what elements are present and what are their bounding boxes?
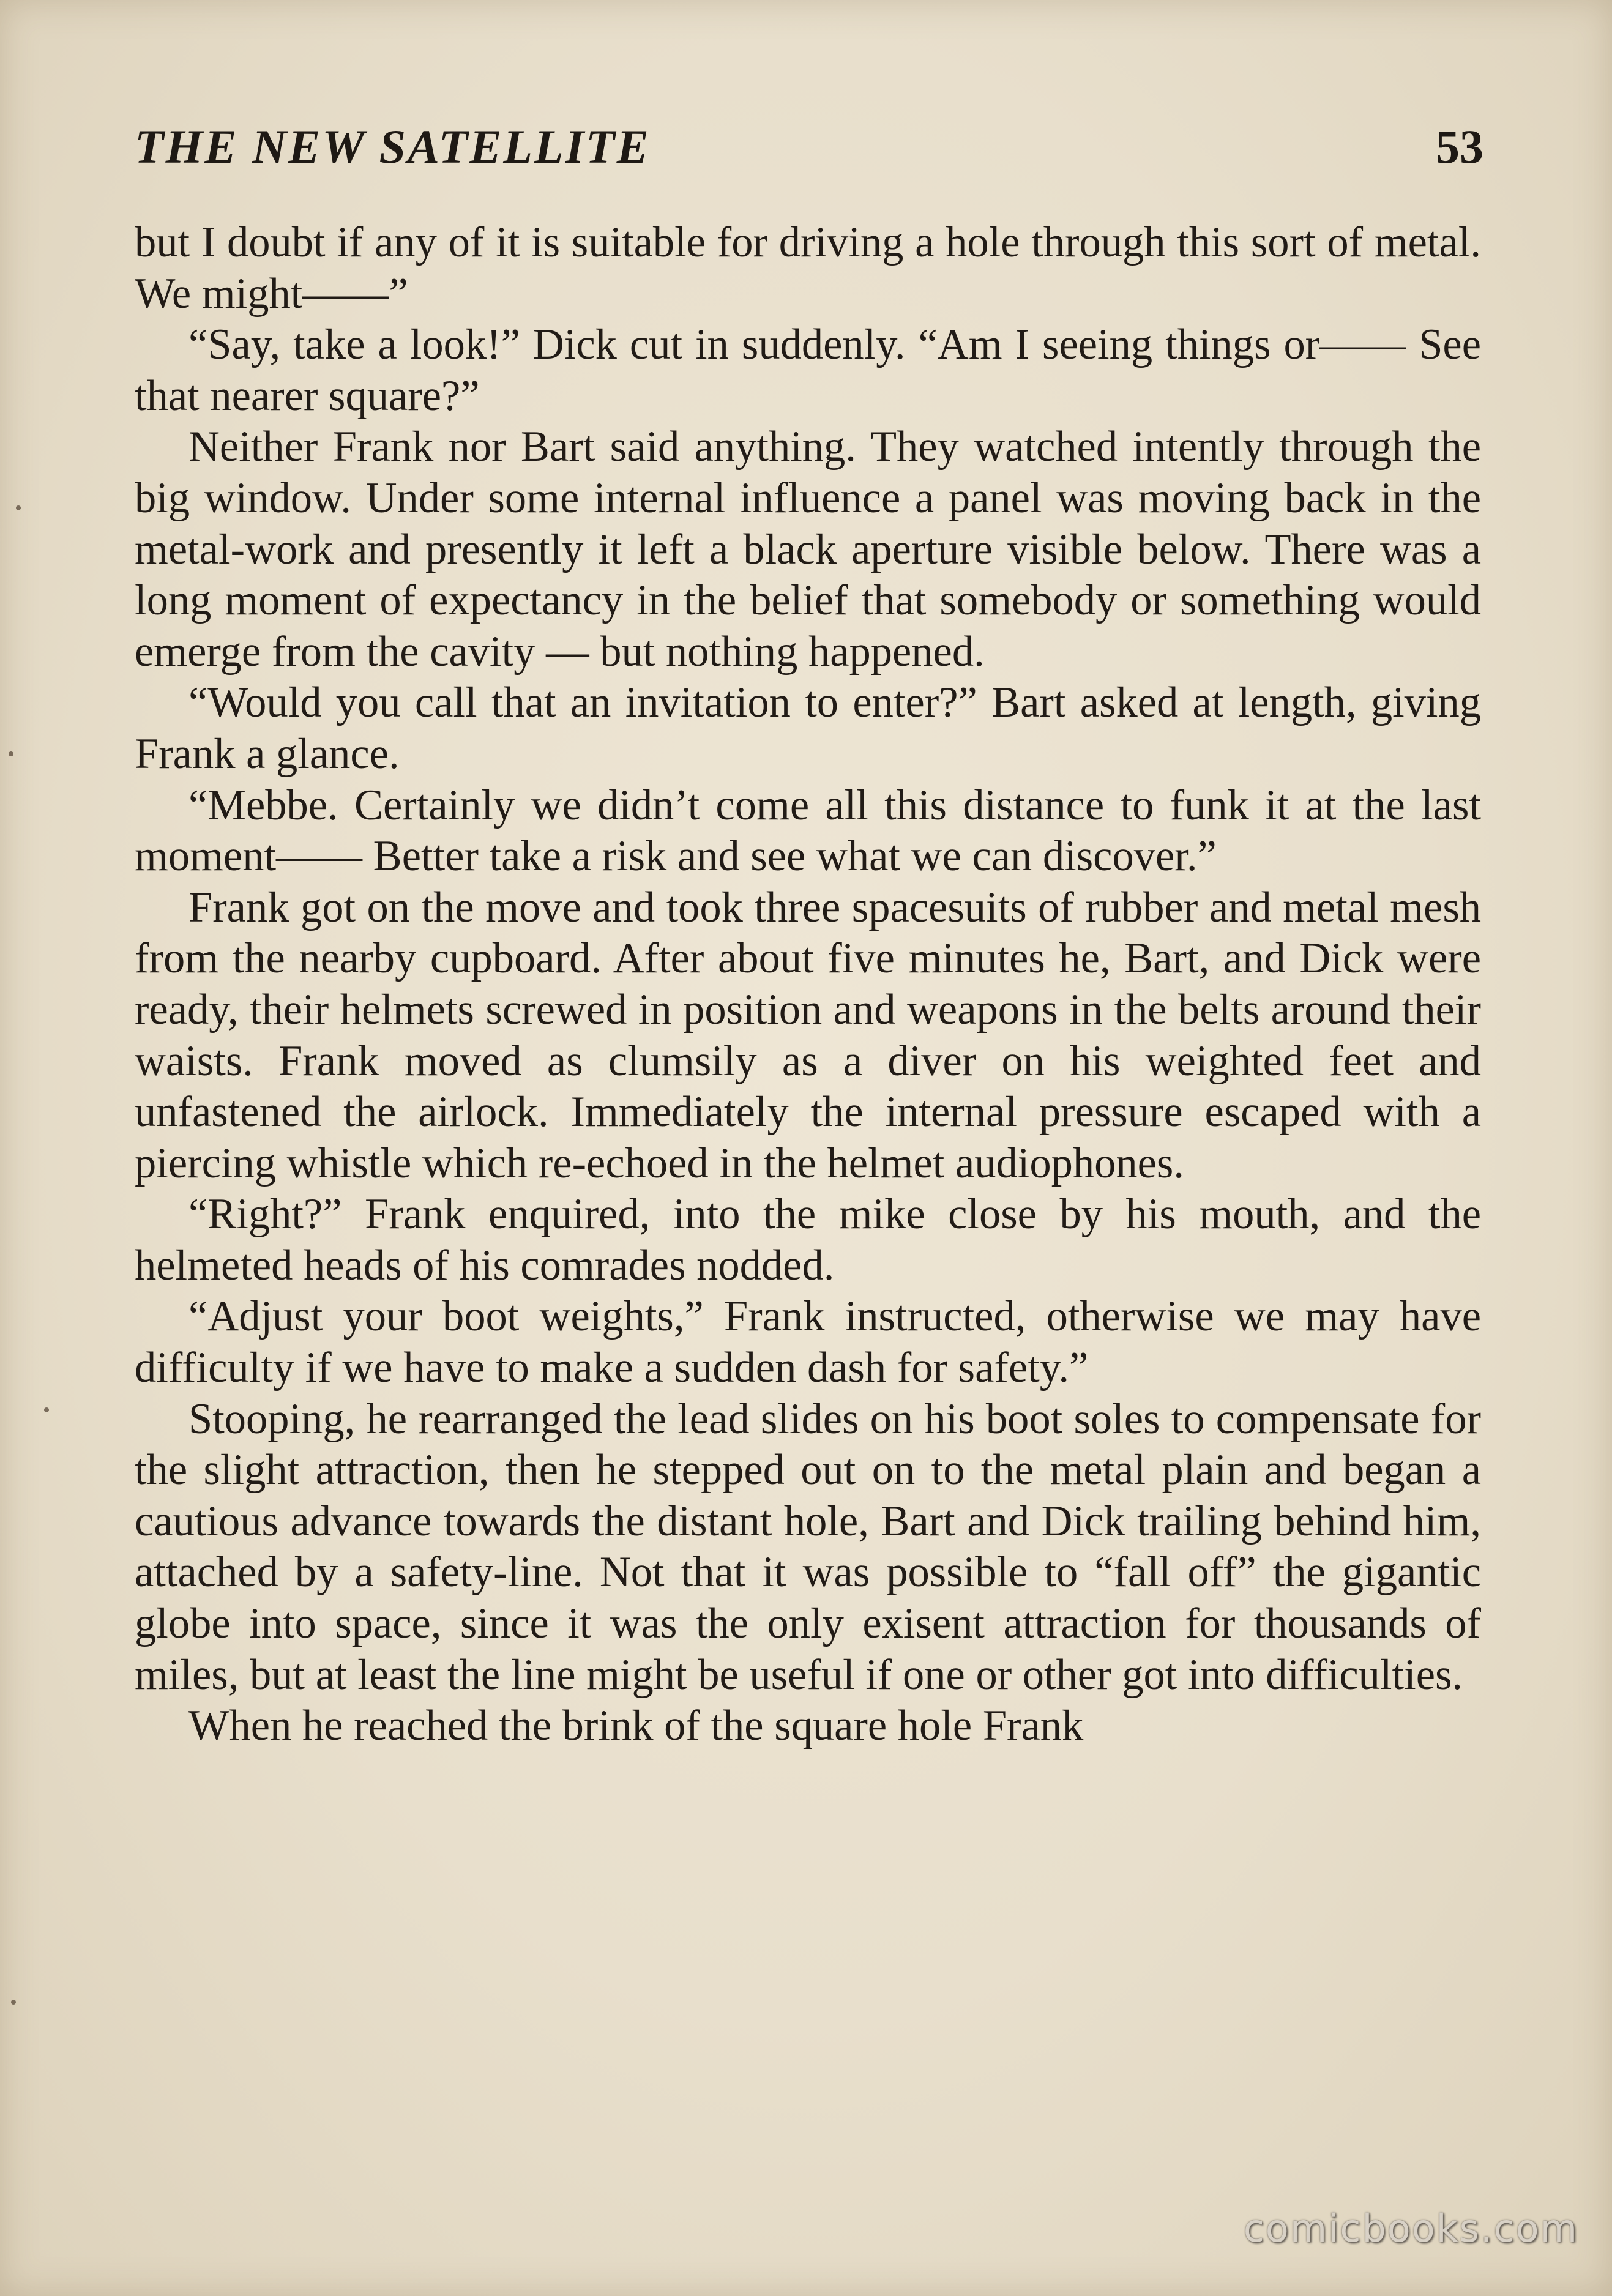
paper-speck [44,1407,49,1412]
paper-speck [9,751,13,756]
watermark: comicbooks.com [1243,2206,1578,2251]
paragraph: “Mebbe. Certainly we didn’t come all this distance to funk it at the last moment—— Better take a risk and see what we can discover.” [135,781,1481,881]
page-number: 53 [1436,120,1483,173]
running-title: THE NEW SATELLITE [135,120,651,173]
paragraph: “Would you call that an invitation to enter?” Bart asked at length, giving Frank a glance. [135,679,1481,778]
paper-speck [11,2000,16,2005]
paragraph: “Say, take a look!” Dick cut in suddenly. “Am I seeing things or—— See that nearer square?” [135,321,1481,420]
paragraph: Neither Frank nor Bart said anything. They watched intently through the big window. Under some internal influence a panel was moving back in the metal-work and presently it left a black aperture visible below. There was a long moment of expectancy in the belief that somebody or something would emerge from the cavity — but nothing happened. [135,423,1481,676]
paragraph: Stooping, he rearranged the lead slides on his boot soles to compensate for the slight attraction, then he stepped out on to the metal plain and began a cautious advance towards the distant hole, Bart and Dick trailing behind him, attached by a safety-line. Not that it was possible to “fall off” the gigantic globe into space, since it was the only exisent attraction for thousands of miles, but at least the line might be useful if one or other got into difficulties. [135,1395,1481,1699]
paragraph: “Adjust your boot weights,” Frank instructed, otherwise we may have difficulty if we have to make a sudden dash for safety.” [135,1292,1481,1392]
paragraph: Frank got on the move and took three spacesuits of rubber and metal mesh from the nearby cupboard. After about five minutes he, Bart, and Dick were ready, their helmets screwed in position and weapons in the belts around their waists. Frank moved as clumsily as a diver on his weighted feet and unfastened the airlock. Immediately the internal pressure escaped with a piercing whistle which re-echoed in the helmet audiophones. [135,883,1481,1187]
paper-speck [16,505,21,510]
paragraph: When he reached the brink of the square hole Frank [188,1702,1084,1750]
running-header [135,119,1483,181]
paragraph: but I doubt if any of it is suitable for driving a hole through this sort of metal. We might——” [135,218,1481,318]
paragraph: “Right?” Frank enquired, into the mike close by his mouth, and the helmeted heads of his comrades nodded. [135,1190,1481,1289]
body-text [135,217,1481,1752]
